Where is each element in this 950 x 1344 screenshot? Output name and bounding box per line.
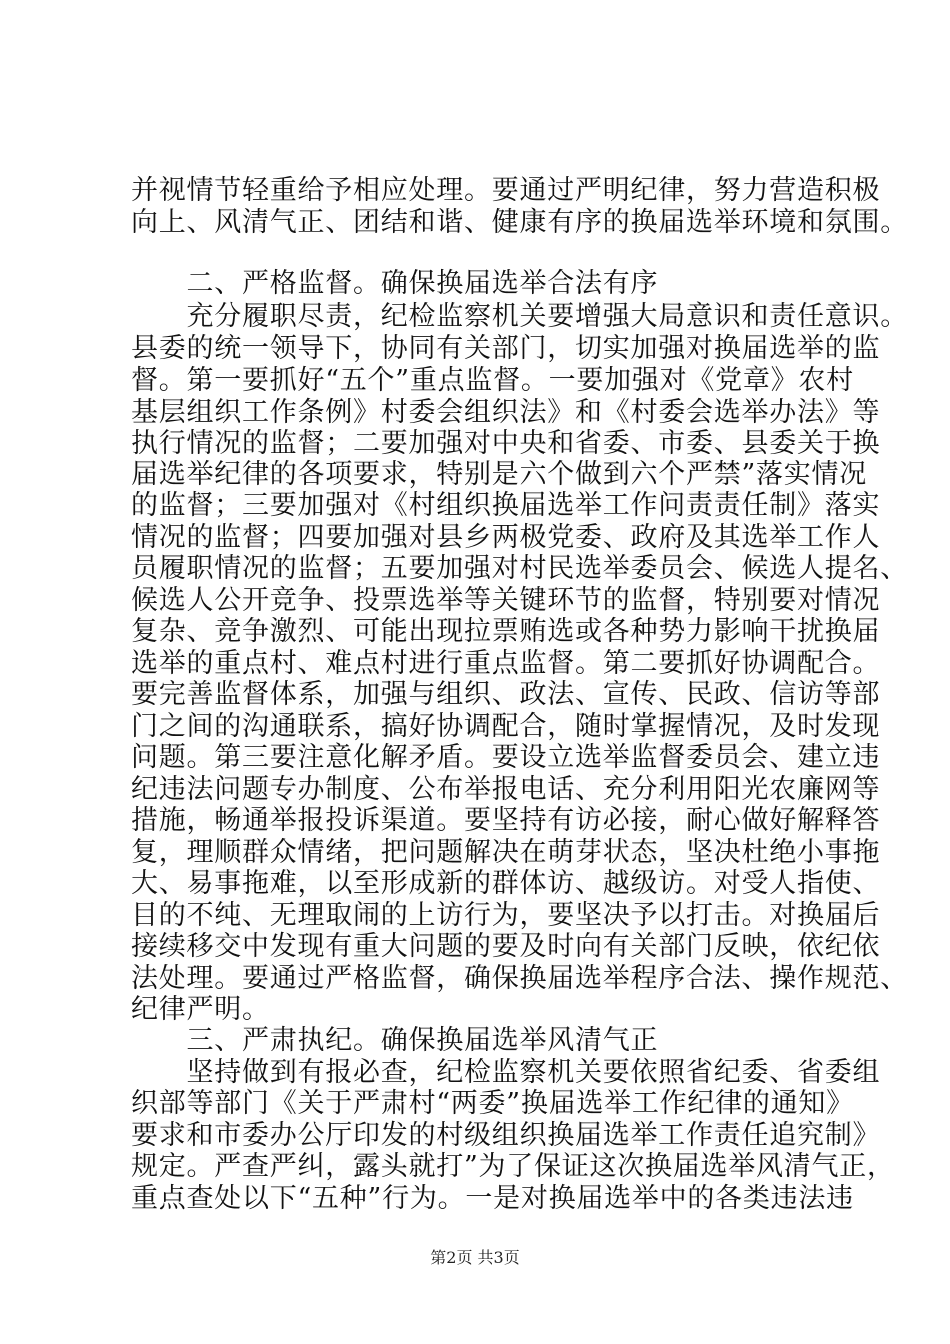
line: 目的不纯、无理取闹的上访行为，要坚决予以打击。对换届后 [131, 900, 881, 931]
section-heading: 三、严肃执纪。确保换届选举风清气正 [131, 1025, 659, 1056]
line: 要求和市委办公厅印发的村级组织换届选举工作责任追究制》 [131, 1120, 881, 1151]
line: 并视情节轻重给予相应处理。要通过严明纪律，努力营造积极 [131, 175, 881, 206]
line: 情况的监督；四要加强对县乡两极党委、政府及其选举工作人 [131, 522, 881, 553]
line: 复杂、竞争激烈、可能出现拉票贿选或各种势力影响干扰换届 [131, 616, 881, 647]
line: 法处理。要通过严格监督，确保换届选举程序合法、操作规范、 [131, 963, 908, 994]
line: 县委的统一领导下，协同有关部门，切实加强对换届选举的监 [131, 333, 881, 364]
line: 措施，畅通举报投诉渠道。要坚持有访必接，耐心做好解释答 [131, 805, 881, 836]
line: 向上、风清气正、团结和谐、健康有序的换届选举环境和氛围。 [131, 207, 908, 238]
page-footer: 第2页 共3页 [430, 1248, 520, 1267]
line: 接续移交中发现有重大问题的要及时向有关部门反映，依纪依 [131, 931, 881, 962]
line: 大、易事拖难，以至形成新的群体访、越级访。对受人指使、 [131, 868, 881, 899]
line: 复，理顺群众情绪，把问题解决在萌芽状态，坚决杜绝小事拖 [131, 837, 881, 868]
line: 基层组织工作条例》村委会组织法》和《村委会选举办法》等 [131, 397, 881, 428]
line: 选举的重点村、难点村进行重点监督。第二要抓好协调配合。 [131, 648, 881, 679]
line: 坚持做到有报必查，纪检监察机关要依照省纪委、省委组 [131, 1057, 881, 1088]
line: 的监督；三要加强对《村组织换届选举工作问责责任制》落实 [131, 490, 881, 521]
line: 督。第一要抓好“五个”重点监督。一要加强对《党章》农村 [131, 365, 854, 396]
section-heading: 二、严格监督。确保换届选举合法有序 [131, 268, 659, 299]
line: 问题。第三要注意化解矛盾。要设立选举监督委员会、建立违 [131, 742, 881, 773]
line: 重点查处以下“五种”行为。一是对换届选举中的各类违法违 [131, 1183, 854, 1214]
line: 要完善监督体系，加强与组织、政法、宣传、民政、信访等部 [131, 679, 881, 710]
line: 员履职情况的监督；五要加强对村民选举委员会、候选人提名、 [131, 553, 908, 584]
line: 门之间的沟通联系，搞好协调配合，随时掌握情况，及时发现 [131, 711, 881, 742]
line: 织部等部门《关于严肃村“两委”换届选举工作纪律的通知》 [131, 1088, 854, 1119]
line: 纪违法问题专办制度、公布举报电话、充分利用阳光农廉网等 [131, 774, 881, 805]
line: 候选人公开竞争、投票选举等关键环节的监督，特别要对情况 [131, 585, 881, 616]
line: 充分履职尽责，纪检监察机关要增强大局意识和责任意识。 [131, 301, 908, 332]
line: 届选举纪律的各项要求，特别是六个做到六个严禁”落实情况 [131, 459, 868, 490]
line: 执行情况的监督；二要加强对中央和省委、市委、县委关于换 [131, 428, 881, 459]
line: 纪律严明。 [131, 994, 270, 1025]
line: 规定。严查严纠，露头就打”为了保证这次换届选举风清气正， [131, 1151, 895, 1182]
